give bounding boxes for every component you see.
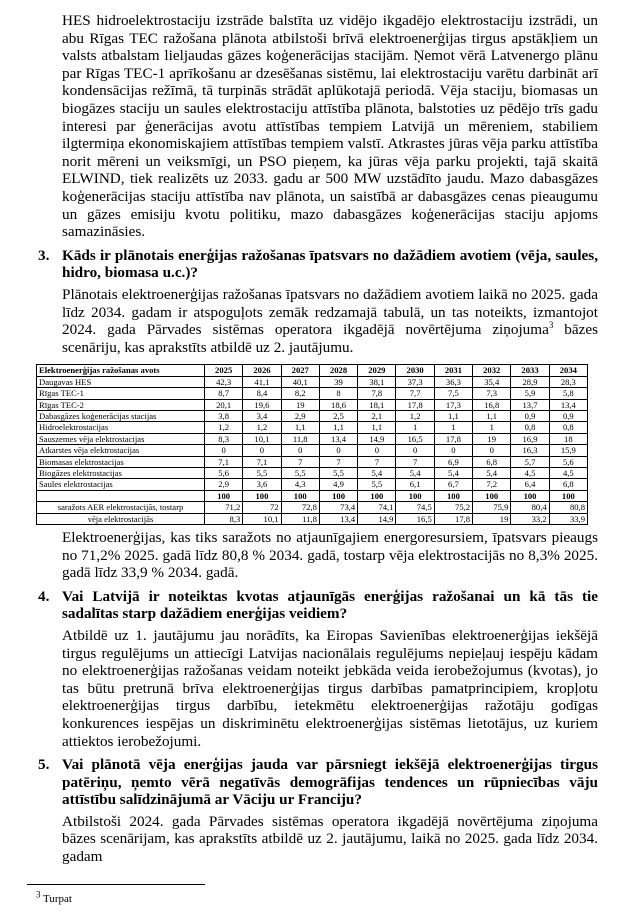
table-cell: 75,2 [434, 502, 472, 513]
table-cell: 5,4 [358, 467, 396, 478]
table-row [37, 388, 588, 399]
table-cell: 74,5 [396, 502, 434, 513]
table-cell: 1 [434, 422, 472, 433]
table-row [37, 490, 588, 501]
table-cell: 73,4 [319, 502, 357, 513]
table-cell: 7,3 [473, 388, 511, 399]
table-cell: 100 [473, 490, 511, 501]
table-row [37, 456, 588, 467]
year-header: 2034 [549, 365, 587, 376]
table-cell: 11,8 [281, 513, 319, 524]
table-cell: 19 [473, 513, 511, 524]
table-cell: 7,5 [434, 388, 472, 399]
table-row [37, 467, 588, 478]
table-cell: 16,5 [396, 513, 434, 524]
table-cell: 0,9 [511, 410, 549, 421]
table-cell: 0 [205, 445, 243, 456]
table-cell: 5,9 [511, 388, 549, 399]
table-cell: 4,9 [319, 479, 357, 490]
table-cell: 5,6 [549, 456, 587, 467]
table-cell: 1,1 [358, 422, 396, 433]
table-cell: 0 [396, 445, 434, 456]
table-cell: 13,7 [511, 399, 549, 410]
table-cell: 19 [473, 433, 511, 444]
table-row [37, 445, 588, 456]
row-label: saražots AER elektrostacijās, tostarp [37, 502, 205, 513]
table-cell: 7,1 [205, 456, 243, 467]
table-cell: 0 [319, 445, 357, 456]
table-cell: 6,9 [434, 456, 472, 467]
table-cell: 14,9 [358, 433, 396, 444]
table-cell: 8 [319, 388, 357, 399]
table-cell: 7 [396, 456, 434, 467]
table-cell: 16,5 [396, 433, 434, 444]
table-cell: 28,3 [549, 376, 587, 387]
row-label: Daugavas HES [37, 376, 205, 387]
table-cell: 7,8 [358, 388, 396, 399]
table-cell: 6,7 [434, 479, 472, 490]
table-header-label: Elektroenerģijas ražošanas avots [37, 365, 205, 376]
table-cell: 100 [319, 490, 357, 501]
table-cell: 80,4 [511, 502, 549, 513]
table-cell: 37,3 [396, 376, 434, 387]
table-cell: 0 [358, 445, 396, 456]
table-cell: 36,3 [434, 376, 472, 387]
table-cell: 4,3 [281, 479, 319, 490]
table-row [37, 513, 588, 524]
row-label: Atkarstes vēja elektrostacijas [37, 445, 205, 456]
table-cell: 6,1 [396, 479, 434, 490]
table-cell: 1,2 [205, 422, 243, 433]
table-cell: 8,4 [243, 388, 281, 399]
table-cell: 72,8 [281, 502, 319, 513]
energy-share-table [36, 364, 588, 525]
table-cell: 7 [319, 456, 357, 467]
table-cell: 0 [473, 445, 511, 456]
table-cell: 10,1 [243, 433, 281, 444]
table-cell: 13,4 [319, 513, 357, 524]
table-cell: 16,3 [511, 445, 549, 456]
table-cell: 5,7 [511, 456, 549, 467]
table-cell: 16,9 [511, 433, 549, 444]
table-cell: 1,1 [473, 410, 511, 421]
table-row [37, 410, 588, 421]
year-header: 2033 [511, 365, 549, 376]
table-cell: 5,8 [549, 388, 587, 399]
question-5: 5. Vai plānotā vēja enerģijas jauda var pārsniegt iekšējā elektroenerģijas tirgus patēriņu, ņemto vērā negatīvās demogrāfijas tendences un rūpniecības vāju attīstību salīdzinājumā ar Vāciju ur Franciju? [38, 756, 598, 809]
table-cell: 1,1 [281, 422, 319, 433]
table-cell: 17,8 [434, 513, 472, 524]
table-cell: 10,1 [243, 513, 281, 524]
table-row [37, 422, 588, 433]
table-cell: 100 [549, 490, 587, 501]
table-cell: 18,6 [319, 399, 357, 410]
question-3: 3. Kāds ir plānotais enerģijas ražošanas īpatsvars no dažādiem avotiem (vēja, saules, hidro, biomasa u.c.)? [38, 246, 598, 282]
table-cell: 0,8 [511, 422, 549, 433]
table-cell: 1,2 [243, 422, 281, 433]
table-cell: 18,1 [358, 399, 396, 410]
table-cell: 100 [281, 490, 319, 501]
row-label: Biomasas elektrostacijas [37, 456, 205, 467]
table-cell: 7 [281, 456, 319, 467]
table-cell: 1,2 [396, 410, 434, 421]
table-cell: 33,2 [511, 513, 549, 524]
table-cell: 0 [243, 445, 281, 456]
table-cell: 8,3 [205, 513, 243, 524]
table-cell: 5,5 [281, 467, 319, 478]
table-cell: 1,1 [319, 422, 357, 433]
table-cell: 13,4 [319, 433, 357, 444]
year-header: 2031 [434, 365, 472, 376]
answer-4: Atbildē uz 1. jautājumu jau norādīts, ka Eiropas Savienības elektroenerģijas iekšējā tirgus regulējums un attiecīgi Latvijas nacionālais regulējums nepieļauj iespēju kādam no elektroenerģijas ražošanas veidam noteikt jebkāda veida ierobežojumus (kvotas), jo tas būtu pretrunā brīva elektroenerģijas tirgus darbības pamatprincipiem, kropļotu elektroenerģijas tirgus darbību, ietekmētu elektroenerģijas ražotāju godīgas konkurences iespējas un diskriminētu elektroenerģijas sistēmas lietotājus, uz kuriem attiektos ierobežojumi. [62, 626, 598, 750]
table-cell: 100 [511, 490, 549, 501]
table-cell: 19,6 [243, 399, 281, 410]
row-label: Sauszemes vēja elektrostacijas [37, 433, 205, 444]
table-cell: 0,9 [549, 410, 587, 421]
table-cell: 72 [243, 502, 281, 513]
table-cell: 17,8 [434, 433, 472, 444]
footnote-ref[interactable]: 3 [548, 320, 554, 331]
intro-paragraph: HES hidroelektrostaciju izstrāde balstīta uz vidējo ikgadējo elektrostaciju izstrādi, un abu Rīgas TEC ražošana plānota atbilstoši brīvā elektroenerģijas tirgus apstākļiem un valsts atbalstam lieljaudas gāzes koģenerācijas stacijām. Ņemot vērā Latvenergo plānu par Rīgas TEC-1 aprīkošanu ar dzesēšanas sistēmu, lai elektrostaciju varētu darbināt arī kondensācijas režīmā, tā turpinās strādāt aplūkotajā periodā. Vēja staciju, biomasas un biogāzes staciju un saules elektrostaciju attīstība plānota, balstoties uz pēdējo trīs gadu interesi par ģenerācijas avotu attīstības tempiem Latvijā un mēreniem, stabiliem ilgtermiņa ekonomiskajiem attīstības tempiem valstī. Atkrastes jūras vēja parku attīstība norit mēreni un veiksmīgi, un PSO pieņem, ka jūras vēja parku projekti, tajā skaitā ELWIND, tiek realizēts uz 2033. gadu ar 500 MW uzstādīto jaudu. Mazo dabasgāzes koģenerācijas staciju attīstība nav plānota, un saistībā ar dabasgāzes cenas pieaugumu un gāzes emisiju kvotu politiku, mazo dabasgāzes koģenerācijas staciju apjoms samazināsies. [62, 12, 598, 241]
table-cell: 5,5 [358, 479, 396, 490]
table-cell: 3,8 [205, 410, 243, 421]
table-cell: 4,5 [511, 467, 549, 478]
table-cell: 11,8 [281, 433, 319, 444]
table-cell: 5,6 [205, 467, 243, 478]
year-header: 2030 [396, 365, 434, 376]
table-cell: 40,1 [281, 376, 319, 387]
row-label [37, 490, 205, 501]
table-cell: 75,9 [473, 502, 511, 513]
table-cell: 80,8 [549, 502, 587, 513]
table-cell: 6,8 [473, 456, 511, 467]
answer-5: Atbilstoši 2024. gada Pārvades sistēmas operatora ikgadējā novērtējuma ziņojuma bāzes scenārijam, kas aprakstīts atbildē uz 2. jautājumu, laikā no 2025. gada līdz 2034. gadam [62, 812, 598, 866]
table-cell: 1 [473, 422, 511, 433]
table-cell: 2,1 [358, 410, 396, 421]
footnote: $^3$ Turpat [36, 889, 72, 905]
table-cell: 7,1 [243, 456, 281, 467]
table-row [37, 502, 588, 513]
table-cell: 3,4 [243, 410, 281, 421]
table-cell: 0,8 [549, 422, 587, 433]
table-cell: 0 [434, 445, 472, 456]
year-header: 2029 [358, 365, 396, 376]
table-cell: 7,7 [396, 388, 434, 399]
year-header: 2027 [281, 365, 319, 376]
year-header: 2026 [243, 365, 281, 376]
year-header: 2025 [205, 365, 243, 376]
question-4: 4. Vai Latvijā ir noteiktas kvotas atjaunīgās enerģijas ražošanai un kā tās tie sadalītas starp dažādiem enerģijas veidiem? [38, 587, 598, 623]
table-cell: 4,5 [549, 467, 587, 478]
table-cell: 6,8 [549, 479, 587, 490]
table-cell: 38,1 [358, 376, 396, 387]
table-cell: 1,1 [434, 410, 472, 421]
table-cell: 3,6 [243, 479, 281, 490]
table-cell: 16,8 [473, 399, 511, 410]
table-cell: 100 [396, 490, 434, 501]
row-label: Rīgas TEC-1 [37, 388, 205, 399]
table-cell: 33,9 [549, 513, 587, 524]
table-cell: 7 [358, 456, 396, 467]
table-cell: 14,9 [358, 513, 396, 524]
table-cell: 1 [396, 422, 434, 433]
table-row [37, 433, 588, 444]
table-cell: 8,7 [205, 388, 243, 399]
year-header: 2032 [473, 365, 511, 376]
table-cell: 7,2 [473, 479, 511, 490]
row-label: Biogāzes elektrostacijas [37, 467, 205, 478]
table-cell: 17,3 [434, 399, 472, 410]
table-cell: 71,2 [205, 502, 243, 513]
table-cell: 0 [281, 445, 319, 456]
table-cell: 41,1 [243, 376, 281, 387]
table-cell: 5,5 [319, 467, 357, 478]
footnote-divider [27, 884, 205, 885]
table-cell: 8,2 [281, 388, 319, 399]
table-cell: 42,3 [205, 376, 243, 387]
table-cell: 8,3 [205, 433, 243, 444]
table-cell: 20,1 [205, 399, 243, 410]
row-label: vēja elektrostacijās [37, 513, 205, 524]
table-cell: 5,4 [473, 467, 511, 478]
table-cell: 100 [434, 490, 472, 501]
table-cell: 5,5 [243, 467, 281, 478]
table-cell: 18 [549, 433, 587, 444]
table-cell: 2,9 [205, 479, 243, 490]
table-cell: 13,4 [549, 399, 587, 410]
table-cell: 100 [205, 490, 243, 501]
row-label: Dabasgāzes koģenerācijas stacijas [37, 410, 205, 421]
table-cell: 100 [243, 490, 281, 501]
table-cell: 74,1 [358, 502, 396, 513]
answer-3-summary: Elektroenerģijas, kas tiks saražots no atjaunīgajiem energoresursiem, īpatsvars pieaugs no 71,2% 2025. gadā līdz 80,8 % 2034. gadā, tostarp vēja elektrostacijās no 8,3% 2025. gadā līdz 33,9 % 2034. gadā. [62, 528, 598, 582]
table-row [37, 479, 588, 490]
row-label: Saules elektrostacijas [37, 479, 205, 490]
year-header: 2028 [319, 365, 357, 376]
table-cell: 5,4 [396, 467, 434, 478]
table-cell: 5,4 [434, 467, 472, 478]
table-cell: 17,8 [396, 399, 434, 410]
table-row [37, 399, 588, 410]
table-cell: 15,9 [549, 445, 587, 456]
table-row [37, 376, 588, 387]
table-cell: 2,5 [319, 410, 357, 421]
answer-3: Plānotais elektroenerģijas ražošanas īpatsvars no dažādiem avotiem laikā no 2025. gada līdz 2034. gadam ir atspoguļots zemāk redzamajā tabulā, un tas noteikts, izmantojot 2024. gada Pārvades sistēmas operatora ikgadējā novērtējuma ziņojuma$^3$ bāzes scenāriju, kas aprakstīts atbildē uz 2. jautājumu. [62, 285, 598, 356]
table-cell: 2,9 [281, 410, 319, 421]
table-cell: 6,4 [511, 479, 549, 490]
table-cell: 19 [281, 399, 319, 410]
table-cell: 100 [358, 490, 396, 501]
table-cell: 28,9 [511, 376, 549, 387]
table-cell: 35,4 [473, 376, 511, 387]
row-label: Rīgas TEC-2 [37, 399, 205, 410]
row-label: Hidroelektrostacijas [37, 422, 205, 433]
table-cell: 39 [319, 376, 357, 387]
